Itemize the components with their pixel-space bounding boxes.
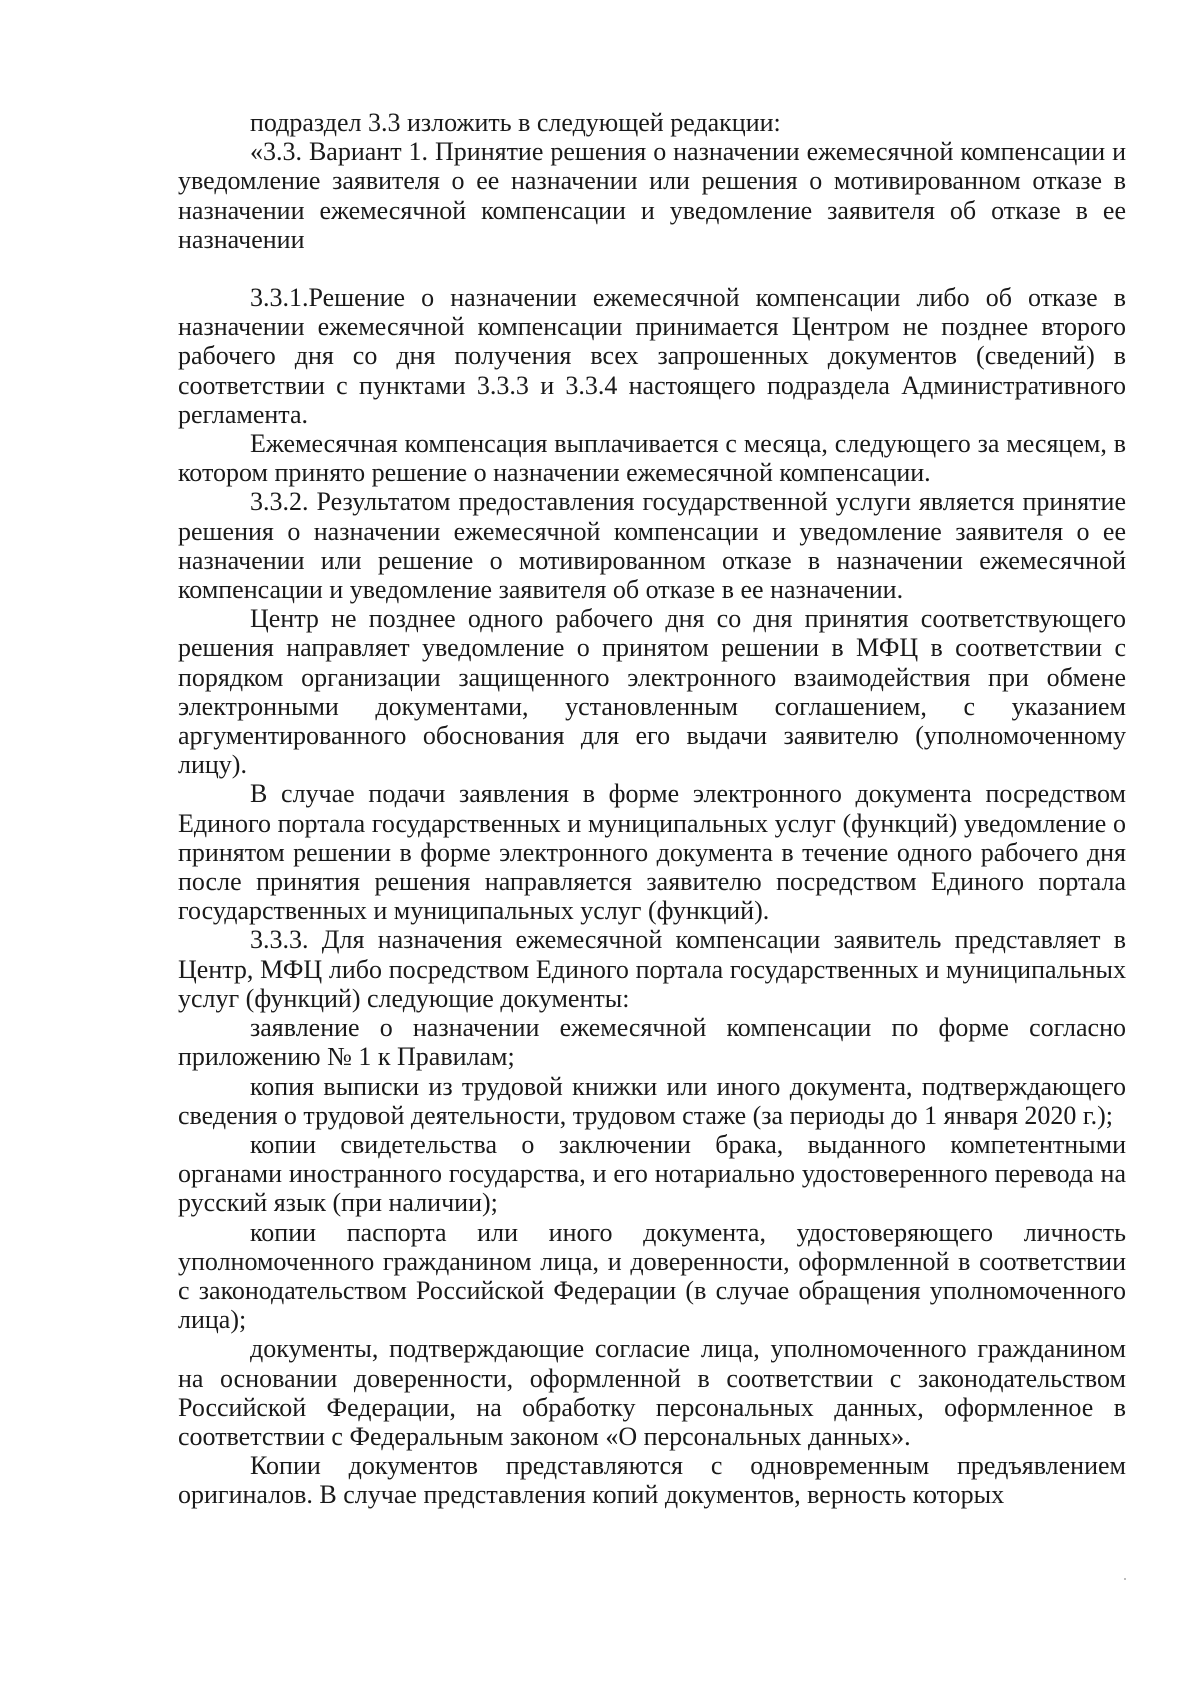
paragraph-3-3-3: 3.3.3. Для назначения ежемесячной компенсации заявитель представляет в Центр, МФЦ либо посредством Единого портала государственных и муниципальных услуг (функций) следующие документы: — [178, 925, 1126, 1013]
list-item-application: заявление о назначении ежемесячной компенсации по форме согласно приложению № 1 к Правилам; — [178, 1013, 1126, 1072]
paragraph-center-notice: Центр не позднее одного рабочего дня со дня принятия соответствующего решения направляет уведомление о принятом решении в МФЦ в соответствии с порядком организации защищенного электронного взаимодействия при обмене электронными документами, установленным соглашением, с указанием аргументированного обоснования для его выдачи заявителю (уполномоченному лицу). — [178, 604, 1126, 780]
paragraph-payment: Ежемесячная компенсация выплачивается с месяца, следующего за месяцем, в котором принято решение о назначении ежемесячной компенсации. — [178, 429, 1126, 488]
paragraph-intro: подраздел 3.3 изложить в следующей редакции: — [250, 108, 781, 137]
list-item-passport: копии паспорта или иного документа, удостоверяющего личность уполномоченного гражданином лица, и доверенности, оформленной в соответствии с законодательством Российской Федерации (в случае обращения уполномоченного лица); — [178, 1217, 1126, 1335]
paragraph-copies: Копии документов представляются с одновременным предъявлением оригиналов. В случае представления копий документов, верность которых — [178, 1451, 1126, 1510]
scan-speck — [1124, 1578, 1126, 1580]
list-item-marriage-certificate: копии свидетельства о заключении брака, выданного компетентными органами иностранного государства, и его нотариально удостоверенного перевода на русский язык (при наличии); — [178, 1129, 1126, 1218]
list-item-consent: документы, подтверждающие согласие лица, уполномоченного гражданином на основании доверенности, оформленной в соответствии с законодательством Российской Федерации, на обработку персональных данных, оформленное в соответствии с Федеральным законом «О персональных данных». — [178, 1334, 1126, 1451]
document-body — [178, 108, 1126, 1510]
list-item-employment-record: копия выписки из трудовой книжки или иного документа, подтверждающего сведения о трудовой деятельности, трудовом стаже (за периоды до 1 января 2020 г.); — [178, 1071, 1126, 1130]
paragraph-section-heading: «3.3. Вариант 1. Принятие решения о назначении ежемесячной компенсации и уведомление заявителя о ее назначении или решения о мотивированном отказе в назначении ежемесячной компенсации и уведомление заявителя об отказе в ее назначении — [178, 137, 1126, 254]
paragraph-3-3-1: 3.3.1.Решение о назначении ежемесячной компенсации либо об отказе в назначении ежемесячной компенсации принимается Центром не позднее второго рабочего дня со дня получения всех запрошенных документов (сведений) в соответствии с пунктами 3.3.3 и 3.3.4 настоящего подраздела Административного регламента. — [178, 283, 1126, 429]
paragraph-3-3-2: 3.3.2. Результатом предоставления государственной услуги является принятие решения о назначении ежемесячной компенсации и уведомление заявителя о ее назначении или решение о мотивированном отказе в назначении ежемесячной компенсации и уведомление заявителя об отказе в ее назначении. — [178, 487, 1126, 605]
paragraph-electronic-notice: В случае подачи заявления в форме электронного документа посредством Единого портала государственных и муниципальных услуг (функций) уведомление о принятом решении в форме электронного документа в течение одного рабочего дня после принятия решения направляется заявителю посредством Единого портала государственных и муниципальных услуг (функций). — [178, 779, 1126, 926]
